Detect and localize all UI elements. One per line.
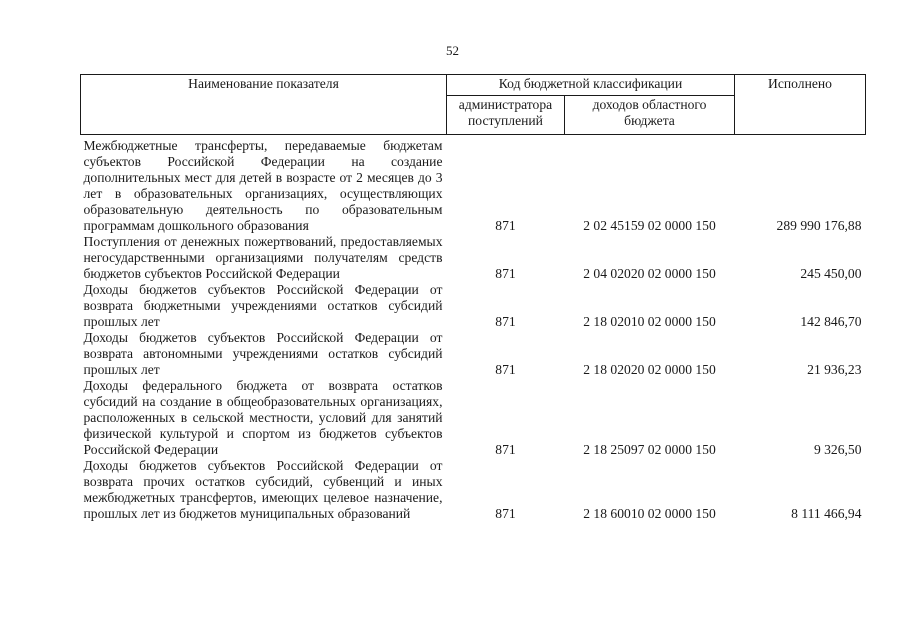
row-income-code: 2 18 60010 02 0000 150 (583, 506, 716, 521)
budget-table (80, 74, 866, 522)
row-name: Доходы бюджетов субъектов Российской Федерации от возврата бюджетными учреждениями остатков субсидий прошлых лет (83, 282, 443, 329)
row-name: Поступления от денежных пожертвований, предоставляемых негосударственными организациями получателям средств бюджетов субъектов Российской Федерации (83, 234, 443, 281)
row-income-code: 2 18 25097 02 0000 150 (583, 442, 716, 457)
row-name: Доходы бюджетов субъектов Российской Федерации от возврата автономными учреждениями остатков субсидий прошлых лет (83, 330, 443, 377)
page-number: 52 (446, 43, 459, 58)
table-row (81, 458, 866, 522)
row-executed: 21 936,23 (807, 362, 862, 377)
row-name: Доходы федерального бюджета от возврата остатков субсидий на создание в общеобразовательных организациях, расположенных в сельской местности, условий для занятий физической культурой и спортом из бюджетов субъектов Российской Федерации (83, 378, 443, 457)
row-income-code: 2 02 45159 02 0000 150 (583, 218, 716, 233)
header-admin-code: администратора поступлений (447, 96, 565, 135)
table-row (81, 282, 866, 330)
table-row (81, 135, 866, 235)
table-header (81, 75, 866, 135)
row-name: Доходы бюджетов субъектов Российской Федерации от возврата прочих остатков субсидий, субвенций и иных межбюджетных трансфертов, имеющих целевое назначение, прошлых лет из бюджетов муниципальных образований (83, 458, 443, 521)
row-executed: 9 326,50 (813, 442, 862, 457)
row-executed: 245 450,00 (800, 266, 862, 281)
row-income-code: 2 18 02010 02 0000 150 (583, 314, 716, 329)
table-row (81, 378, 866, 458)
table-row (81, 234, 866, 282)
row-admin-code: 871 (495, 362, 516, 377)
row-admin-code: 871 (495, 314, 516, 329)
row-admin-code: 871 (495, 266, 516, 281)
row-name: Межбюджетные трансферты, передаваемые бюджетам субъектов Российской Федерации на создание дополнительных мест для детей в возрасте от 2 месяцев до 3 лет в образовательных организациях, осуществляющих образовательную деятельность по образовательным программам дошкольного образования (83, 138, 443, 233)
row-executed: 142 846,70 (800, 314, 862, 329)
row-executed: 8 111 466,94 (791, 506, 862, 521)
table-row (81, 330, 866, 378)
header-executed: Исполнено (735, 75, 866, 135)
header-income-code: доходов областного бюджета (565, 96, 735, 135)
row-admin-code: 871 (495, 218, 516, 233)
row-income-code: 2 18 02020 02 0000 150 (583, 362, 716, 377)
row-admin-code: 871 (495, 506, 516, 521)
header-budget-code: Код бюджетной классификации (447, 75, 735, 96)
row-income-code: 2 04 02020 02 0000 150 (583, 266, 716, 281)
row-admin-code: 871 (495, 442, 516, 457)
row-executed: 289 990 176,88 (776, 218, 862, 233)
header-indicator-name: Наименование показателя (81, 75, 447, 135)
